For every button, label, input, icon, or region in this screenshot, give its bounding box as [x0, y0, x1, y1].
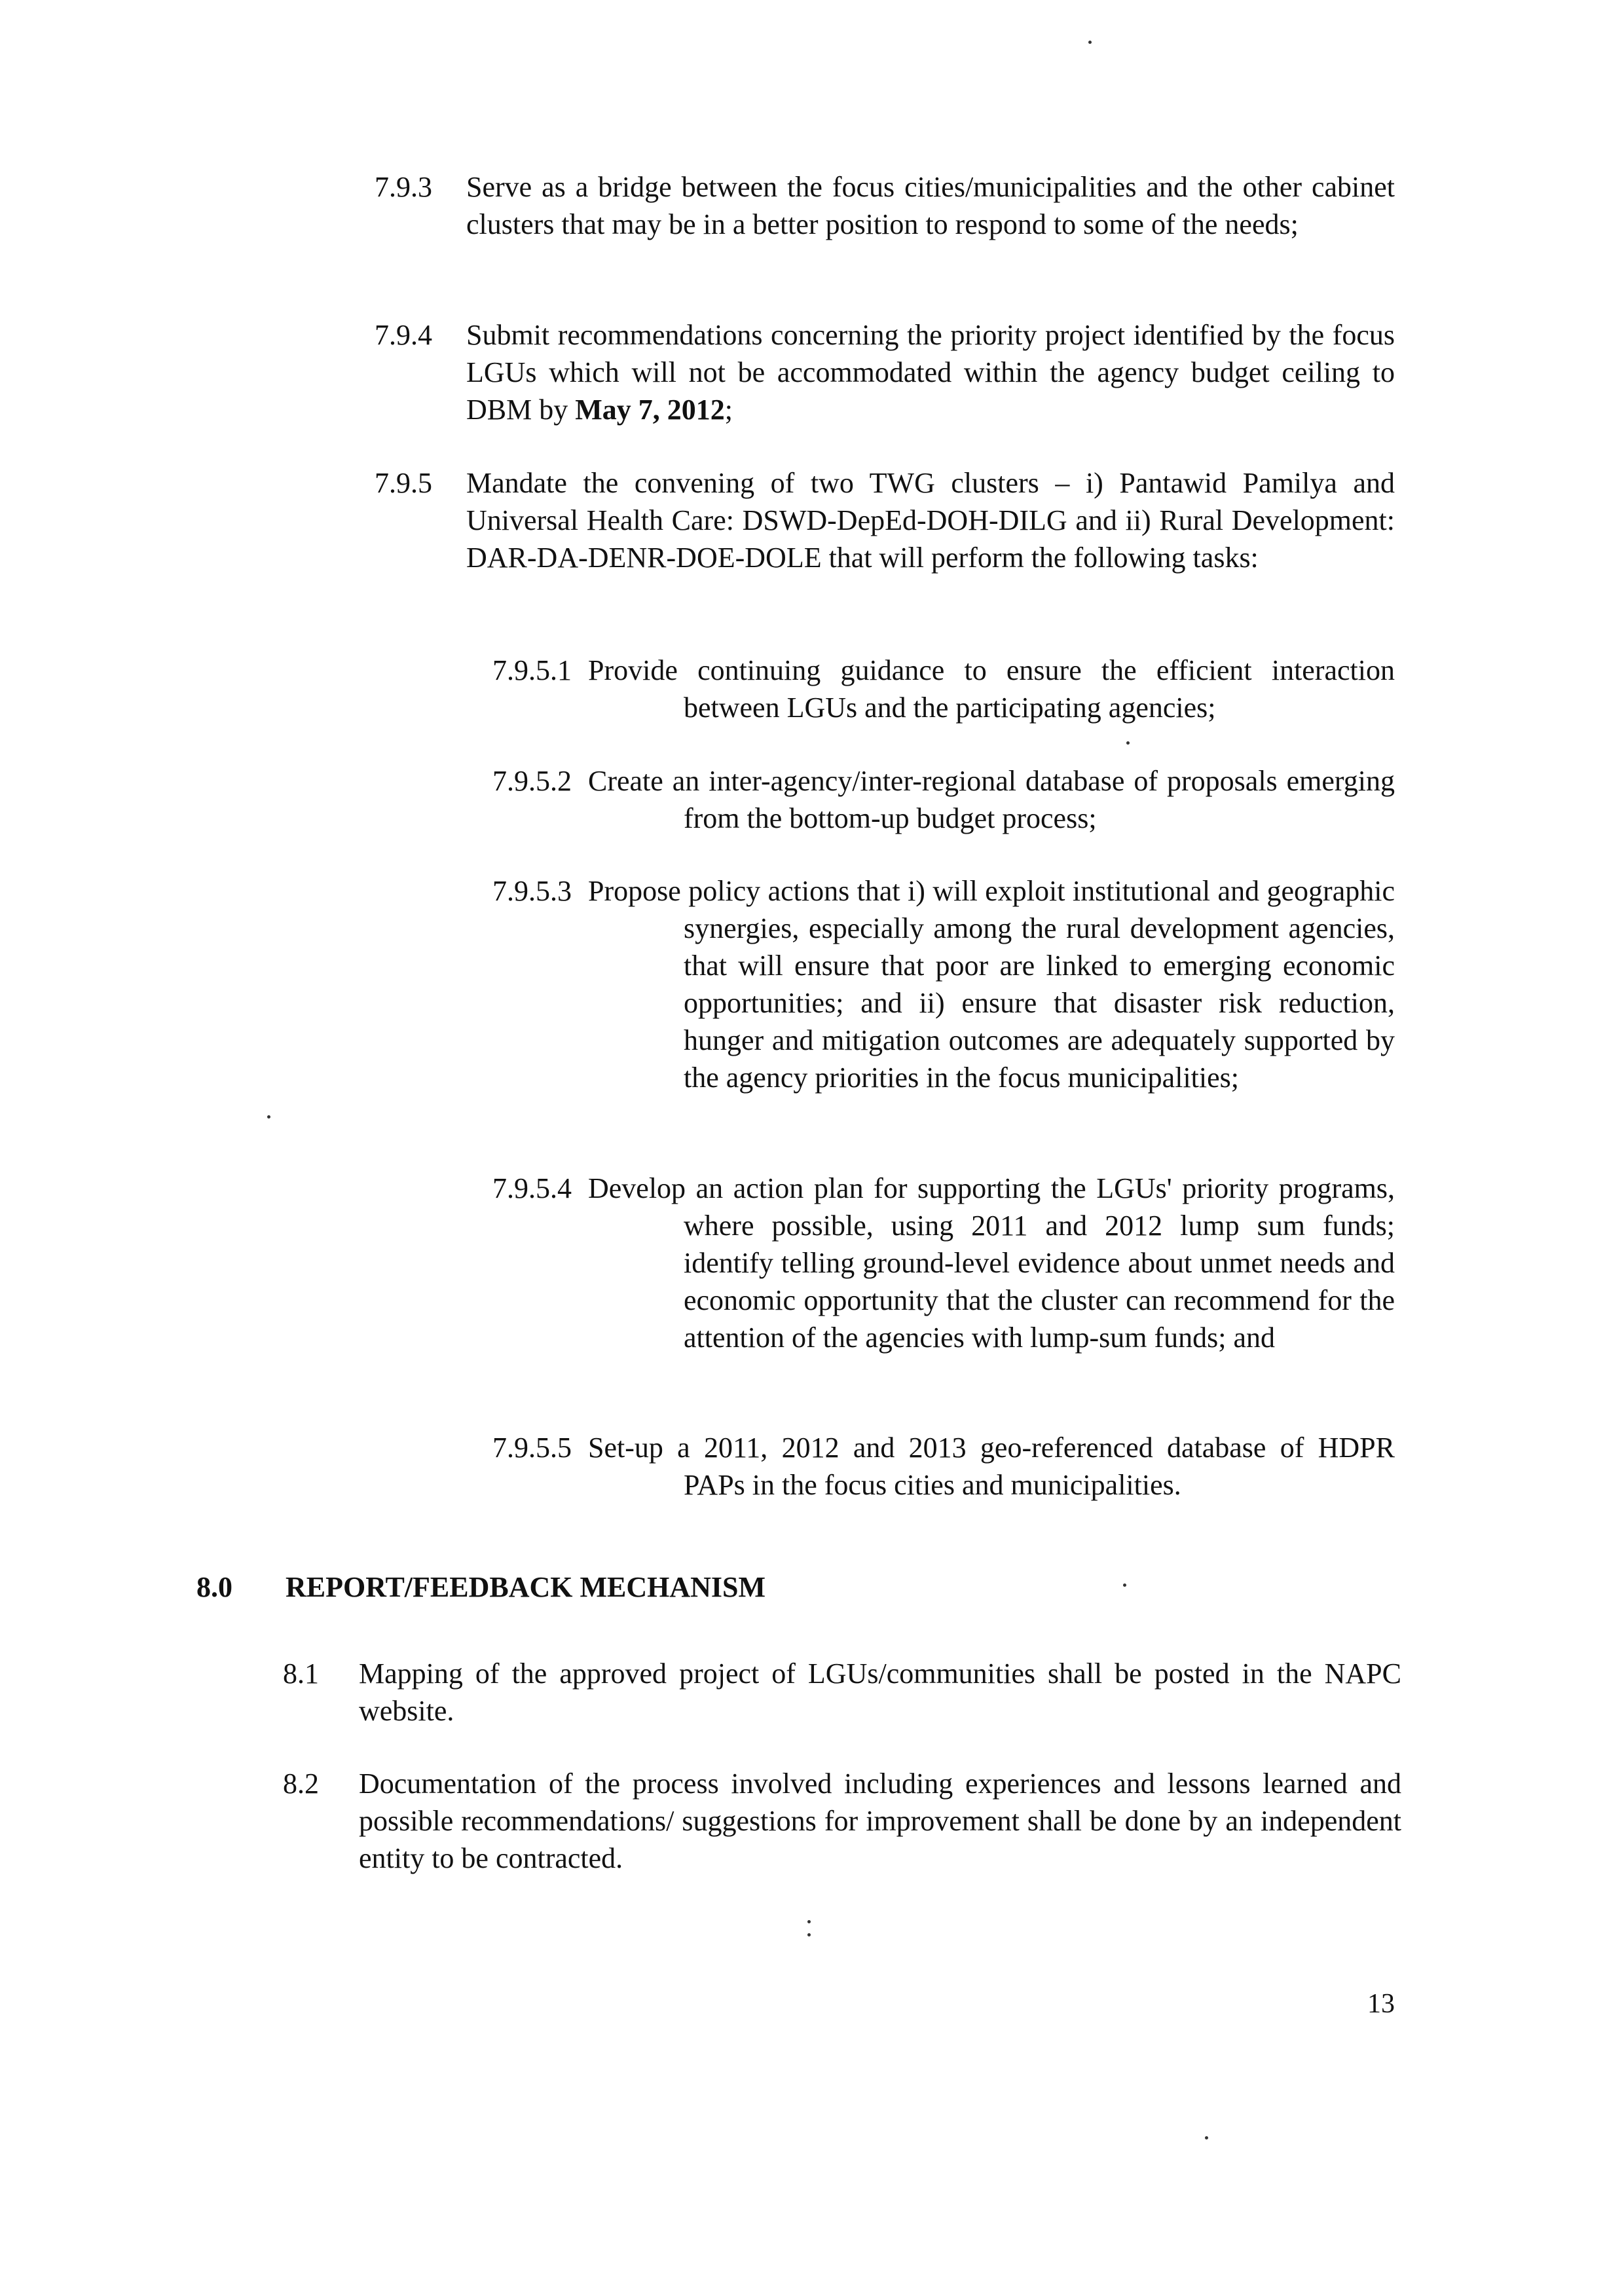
item-number: 7.9.4 [375, 319, 432, 351]
page-number: 13 [1367, 1989, 1395, 2019]
item-number: 7.9.5 [375, 467, 432, 499]
item-number: 7.9.5.5 [492, 1432, 572, 1464]
item-number: 7.9.5.3 [492, 875, 572, 907]
item-text: Create an inter-agency/inter-regional database of proposals emerging from the bottom-up budget process; [588, 765, 1395, 834]
item-number: 8.2 [283, 1768, 319, 1800]
item-text-part: Submit recommendations concerning the priority project identified by the focus LGUs which will not be accommodated within the agency budget ceiling to DBM by [466, 319, 1395, 426]
item-text-part: ; [724, 394, 733, 426]
deadline-date: May 7, 2012 [575, 394, 725, 426]
item-number: 7.9.5.4 [492, 1172, 572, 1204]
scan-speck [1088, 41, 1092, 44]
item-text: Provide continuing guidance to ensure the efficient interaction between LGUs and the participating agencies; [588, 654, 1395, 724]
item-text: Documentation of the process involved including experiences and lessons learned and possible recommendations/ suggestions for improvement shall be done by an independent entity to be contracted. [359, 1768, 1401, 1874]
item-number: 7.9.5.1 [492, 654, 572, 686]
item-text: Mapping of the approved project of LGUs/communities shall be posted in the NAPC website. [359, 1657, 1401, 1727]
item-text: Mandate the convening of two TWG clusters – i) Pantawid Pamilya and Universal Health Care: DSWD-DepEd-DOH-DILG and ii) Rural Development: DAR-DA-DENR-DOE-DOLE that will perform the following tasks: [466, 467, 1395, 574]
section-title: REPORT/FEEDBACK MECHANISM [286, 1571, 766, 1603]
scan-speck [807, 1933, 811, 1936]
item-number: 7.9.5.2 [492, 765, 572, 797]
item-number: 7.9.3 [375, 171, 432, 203]
scan-speck [267, 1115, 270, 1119]
section-number: 8.0 [196, 1571, 232, 1603]
item-text [466, 316, 1395, 428]
scan-speck [1123, 1583, 1126, 1587]
item-text: Develop an action plan for supporting the LGUs' priority programs, where possible, using 2011 and 2012 lump sum funds; identify telling ground-level evidence about unmet needs and economic opportunity that the cluster can recommend for the attention of the agencies with lump-sum funds; and [588, 1172, 1395, 1354]
scan-speck [1205, 2136, 1208, 2139]
item-text: Propose policy actions that i) will exploit institutional and geographic synergies, especially among the rural development agencies, that will ensure that poor are linked to emerging economic opportunities; and ii) ensure that disaster risk reduction, hunger and mitigation outcomes are adequately supported by the agency priorities in the focus municipalities; [588, 875, 1395, 1094]
item-text: Set-up a 2011, 2012 and 2013 geo-referenced database of HDPR PAPs in the focus cities and municipalities. [588, 1432, 1395, 1501]
item-text: Serve as a bridge between the focus cities/municipalities and the other cabinet clusters that may be in a better position to respond to some of the needs; [466, 171, 1395, 240]
scan-speck [1126, 741, 1130, 745]
scan-speck [807, 1920, 811, 1923]
item-number: 8.1 [283, 1657, 319, 1690]
